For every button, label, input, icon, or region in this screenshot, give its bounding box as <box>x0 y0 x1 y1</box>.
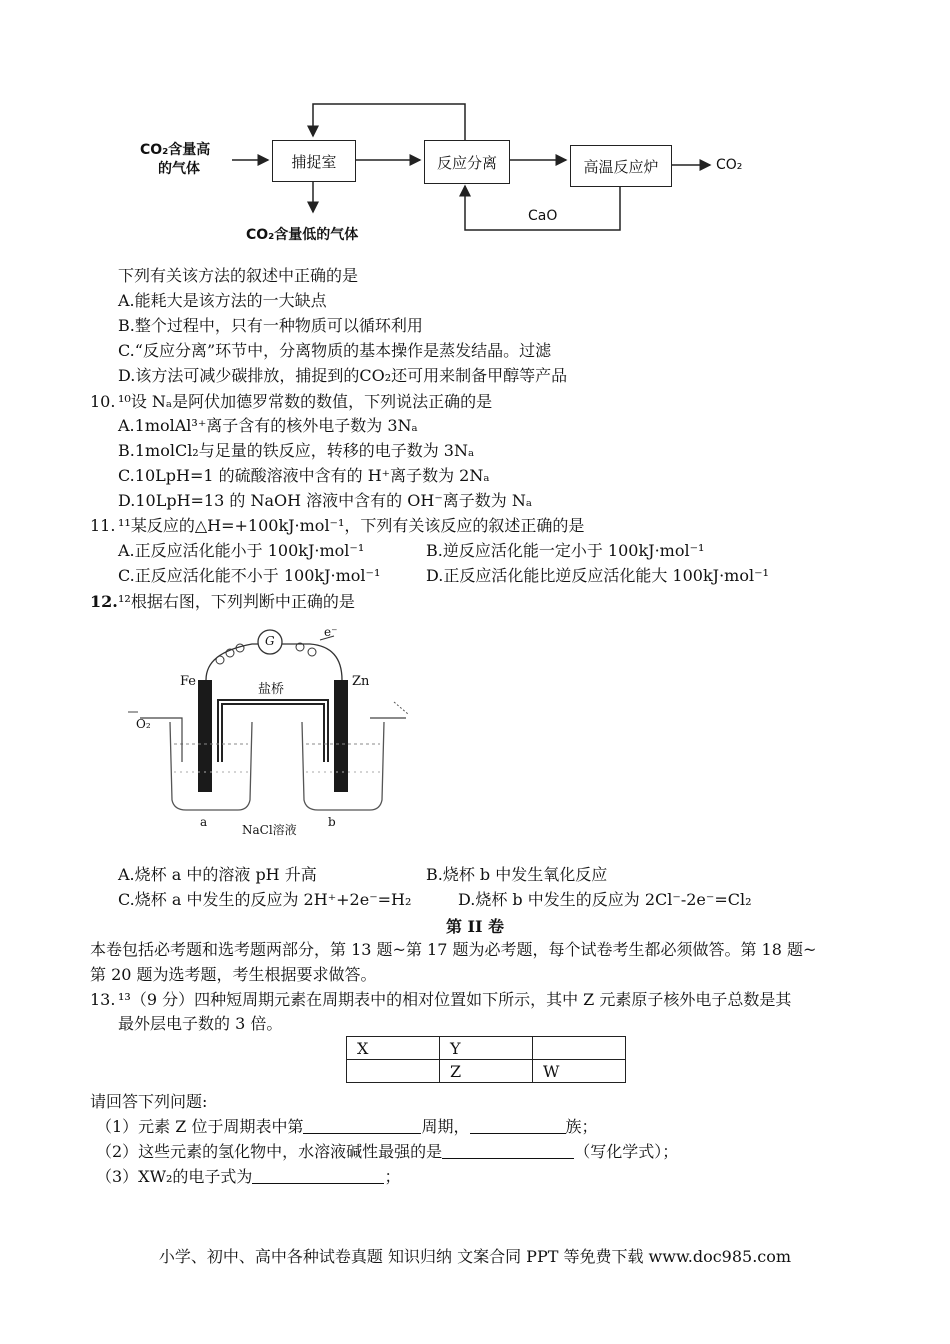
q13-part3-text-a: （3）XW₂的电子式为 <box>96 1167 253 1186</box>
table-row <box>347 1037 626 1060</box>
table-cell <box>347 1060 440 1083</box>
q13-stem-line2: 最外层电子数的 3 倍。 <box>118 1014 283 1033</box>
table-cell: Y <box>440 1037 533 1060</box>
q13-part2-text-b: （写化学式）； <box>574 1142 679 1161</box>
q12-option-c: C.烧杯 a 中发生的反应为 2H⁺+2e⁻=H₂ <box>118 890 412 909</box>
table-cell <box>533 1037 626 1060</box>
answer-blank[interactable] <box>252 1167 384 1184</box>
q11-option-a: A.正反应活化能小于 100kJ·mol⁻¹ <box>118 541 365 560</box>
q10-stem: ¹⁰设 Nₐ是阿伏加德罗常数的数值，下列说法正确的是 <box>118 392 493 411</box>
q12-option-d: D.烧杯 b 中发生的反应为 2Cl⁻-2e⁻=Cl₂ <box>458 890 752 909</box>
flowchart-arrows <box>0 0 950 260</box>
beaker-a-label: a <box>200 815 208 829</box>
q13-part3-text-b: ； <box>384 1167 401 1186</box>
galvanometer-label: G <box>265 634 275 648</box>
zn-electrode <box>334 680 348 792</box>
flow-cao: CaO <box>528 208 558 224</box>
q13-number: 13. <box>90 990 116 1009</box>
section-2-intro-line1: 本卷包括必考题和选考题两部分，第 13 题~第 17 题为必考题，每个试卷考生都必须做答。第 18 题~ <box>90 940 817 959</box>
periodic-table-fragment <box>346 1036 626 1083</box>
o2-label: O₂ <box>136 717 151 731</box>
q10-option-a: A.1molAl³⁺离子含有的核外电子数为 3Nₐ <box>118 416 418 435</box>
table-cell: W <box>533 1060 626 1083</box>
q9-option-b: B.整个过程中，只有一种物质可以循环利用 <box>118 316 423 335</box>
answer-blank[interactable] <box>303 1117 421 1134</box>
q12-option-b: B.烧杯 b 中发生氧化反应 <box>426 865 608 884</box>
q9-option-d: D.该方法可减少碳排放，捕捉到的CO₂还可用来制备甲醇等产品 <box>118 366 568 385</box>
q10-option-d: D.10LpH=13 的 NaOH 溶液中含有的 OH⁻离子数为 Nₐ <box>118 491 533 510</box>
salt-bridge-label: 盐桥 <box>258 682 285 697</box>
q9-stem: 下列有关该方法的叙述中正确的是 <box>118 266 359 285</box>
fe-label: Fe <box>180 674 197 689</box>
table-cell: Z <box>440 1060 533 1083</box>
q13-part1 <box>96 1117 598 1137</box>
q10-number: 10. <box>90 392 116 411</box>
q9-option-c: C.“反应分离”环节中，分离物质的基本操作是蒸发结晶。过滤 <box>118 341 552 360</box>
electron-label: e⁻ <box>324 625 338 639</box>
q12-stem: ¹²根据右图，下列判断中正确的是 <box>118 592 355 611</box>
q13-stem-line1: ¹³（9 分）四种短周期元素在周期表中的相对位置如下所示，其中 Z 元素原子核外电子总数是其 <box>118 990 792 1009</box>
q11-option-b: B.逆反应活化能一定小于 100kJ·mol⁻¹ <box>426 541 705 560</box>
q13-part2-text-a: （2）这些元素的氢化物中，水溶液碱性最强的是 <box>96 1142 443 1161</box>
answer-blank[interactable] <box>470 1117 566 1134</box>
q11-stem: ¹¹某反应的△H=+100kJ·mol⁻¹，下列有关该反应的叙述正确的是 <box>118 516 585 535</box>
q12-option-a: A.烧杯 a 中的溶液 pH 升高 <box>118 865 317 884</box>
section-2-title: 第 II 卷 <box>445 917 505 936</box>
flow-output: CO₂ <box>716 157 743 173</box>
q13-part3 <box>96 1167 400 1187</box>
flow-low-gas: CO₂含量低的气体 <box>246 227 359 243</box>
zn-label: Zn <box>352 674 370 689</box>
cell-diagram <box>120 622 420 837</box>
q13-part2 <box>96 1142 678 1162</box>
flow-input-line1: CO₂含量高 <box>140 142 211 158</box>
q13-part1-text-b: 周期， <box>421 1117 470 1136</box>
separation-box <box>424 140 510 184</box>
cell-diagram-drawing <box>120 622 420 837</box>
q13-prompt: 请回答下列问题: <box>90 1092 208 1111</box>
table-row <box>347 1060 626 1083</box>
answer-blank[interactable] <box>442 1142 574 1159</box>
table-cell: X <box>347 1037 440 1060</box>
page-footer: 小学、初中、高中各种试卷真题 知识归纳 文案合同 PPT 等免费下载 www.doc985.com <box>158 1247 792 1266</box>
q11-option-d: D.正反应活化能比逆反应活化能大 100kJ·mol⁻¹ <box>426 566 769 585</box>
capture-chamber-box <box>272 140 356 182</box>
section-2-intro-line2: 第 20 题为选考题，考生根据要求做答。 <box>90 965 377 984</box>
q11-number: 11. <box>90 516 116 535</box>
fe-electrode <box>198 680 212 792</box>
furnace-box <box>570 145 672 187</box>
q13-part1-text-c: 族； <box>565 1117 598 1136</box>
q11-option-c: C.正反应活化能不小于 100kJ·mol⁻¹ <box>118 566 381 585</box>
q12-number: 12. <box>90 592 118 611</box>
flow-input-line2: 的气体 <box>158 161 200 177</box>
q10-option-b: B.1molCl₂与足量的铁反应，转移的电子数为 3Nₐ <box>118 441 475 460</box>
solution-label: NaCl溶液 <box>242 823 297 837</box>
q9-option-a: A.能耗大是该方法的一大缺点 <box>118 291 327 310</box>
capture-label: 捕捉室 <box>291 152 337 171</box>
furnace-label: 高温反应炉 <box>583 157 659 176</box>
q13-part1-text-a: （1）元素 Z 位于周期表中第 <box>96 1117 304 1136</box>
separation-label: 反应分离 <box>436 153 497 172</box>
beaker-b-label: b <box>328 815 336 829</box>
q10-option-c: C.10LpH=1 的硫酸溶液中含有的 H⁺离子数为 2Nₐ <box>118 466 490 485</box>
